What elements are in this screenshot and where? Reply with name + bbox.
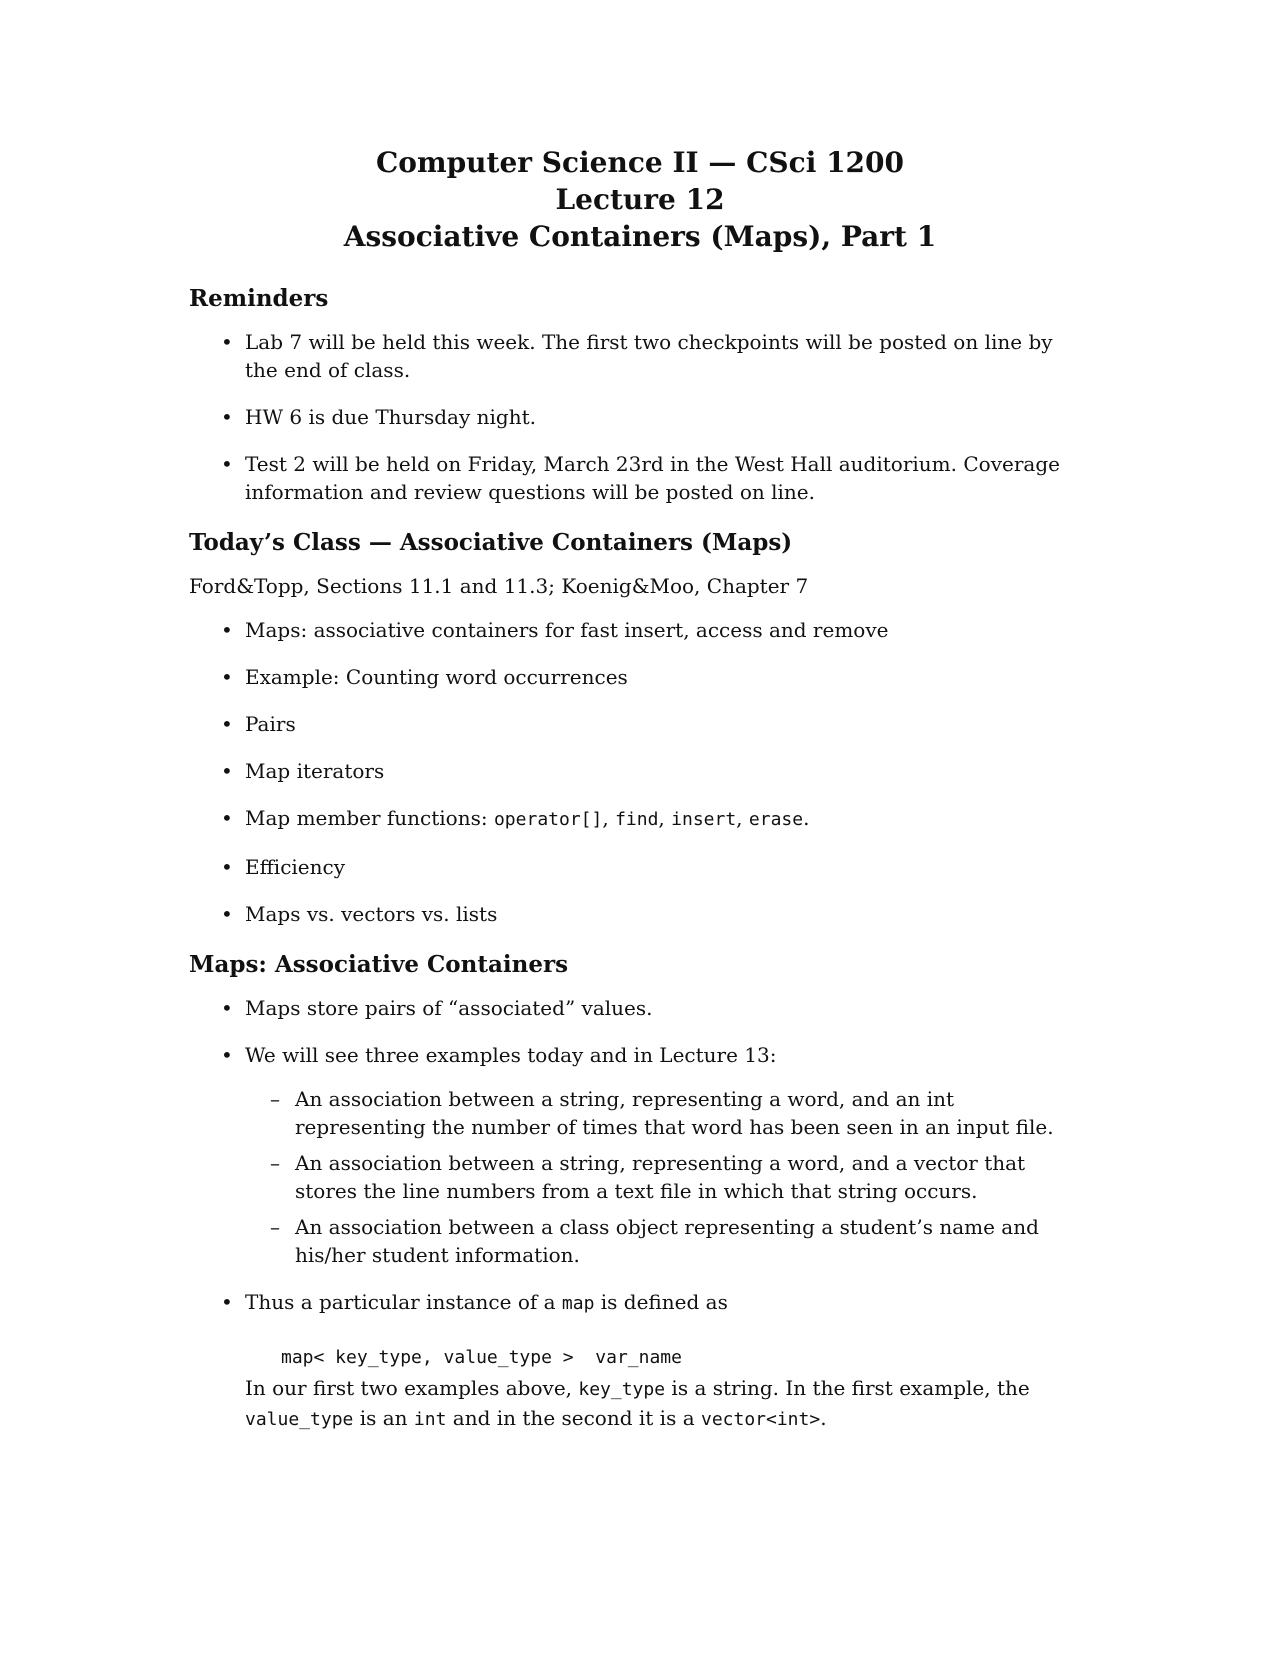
list-item: • Lab 7 will be held this week. The first two checkpoints will be posted on line by the end of class.	[245, 328, 1089, 384]
code-insert: insert	[671, 809, 737, 830]
maps-heading: Maps: Associative Containers	[189, 951, 569, 978]
closing-text: .	[820, 1406, 827, 1430]
reading-reference: Ford&Topp, Sections 11.1 and 11.3; Koenig&Moo, Chapter 7	[189, 574, 809, 598]
sub-list-item: – An association between a string, representing a word, and a vector that stores the line numbers from a text file in which that string occurs.	[295, 1149, 1089, 1205]
closing-text: is an	[353, 1406, 414, 1430]
closing-paragraph	[189, 1374, 1089, 1434]
list-item: • HW 6 is due Thursday night.	[245, 403, 1089, 431]
code-int: int	[413, 1409, 447, 1430]
list-item: • Test 2 will be held on Friday, March 23rd in the West Hall auditorium. Coverage information and review questions will be posted on line.	[245, 450, 1089, 506]
member-functions-prefix: Map member functions:	[245, 806, 494, 830]
examples-intro: We will see three examples today and in Lecture 13:	[245, 1043, 777, 1067]
separator: ,	[602, 806, 616, 830]
code-key-type: key_type	[578, 1379, 666, 1400]
list-item: • Map iterators	[245, 757, 1089, 785]
document-body	[189, 284, 1089, 1450]
list-item: • Efficiency	[245, 853, 1089, 881]
todays-class-list	[189, 616, 1089, 928]
code-value-type: value_type	[245, 1409, 354, 1430]
list-item: • Pairs	[245, 710, 1089, 738]
terminator: .	[803, 806, 810, 830]
lecture-topic: Associative Containers (Maps), Part 1	[343, 220, 937, 253]
list-item: • Maps store pairs of “associated” values.	[245, 994, 1089, 1022]
list-item: • Example: Counting word occurrences	[245, 663, 1089, 691]
separator: ,	[736, 806, 749, 830]
code-operator-bracket: operator[]	[493, 809, 603, 830]
code-find: find	[615, 809, 659, 830]
maps-list	[189, 994, 1089, 1372]
examples-sublist	[245, 1085, 1089, 1269]
list-item-examples	[245, 1041, 1089, 1269]
lecture-number: Lecture 12	[555, 183, 725, 216]
list-item: • Maps: associative containers for fast insert, access and remove	[245, 616, 1089, 644]
course-title: Computer Science II — CSci 1200	[375, 146, 905, 179]
todays-class-heading: Today’s Class — Associative Containers (Maps)	[189, 529, 793, 556]
closing-text: In our first two examples above,	[245, 1376, 579, 1400]
closing-text: is a string. In the first example, the	[665, 1376, 1030, 1400]
sub-list-item: – An association between a class object representing a student’s name and his/her student information.	[295, 1213, 1089, 1269]
reminders-heading: Reminders	[189, 285, 329, 312]
definition-suffix: is defined as	[594, 1290, 728, 1314]
definition-prefix: Thus a particular instance of a	[245, 1290, 562, 1314]
code-erase: erase	[748, 809, 804, 830]
list-item: • Maps vs. vectors vs. lists	[245, 900, 1089, 928]
list-item-member-functions	[245, 804, 1089, 834]
code-map: map	[561, 1293, 595, 1314]
closing-text: and in the second it is a	[446, 1406, 701, 1430]
title-block	[0, 144, 1280, 255]
list-item-map-definition	[245, 1288, 1089, 1372]
reminders-list	[189, 328, 1089, 506]
code-vector-int: vector<int>	[700, 1409, 821, 1430]
code-block: map< key_type, value_type > var_name	[281, 1347, 682, 1368]
separator: ,	[658, 806, 672, 830]
sub-list-item: – An association between a string, representing a word, and an int representing the number of times that word has been seen in an input file.	[295, 1085, 1089, 1141]
